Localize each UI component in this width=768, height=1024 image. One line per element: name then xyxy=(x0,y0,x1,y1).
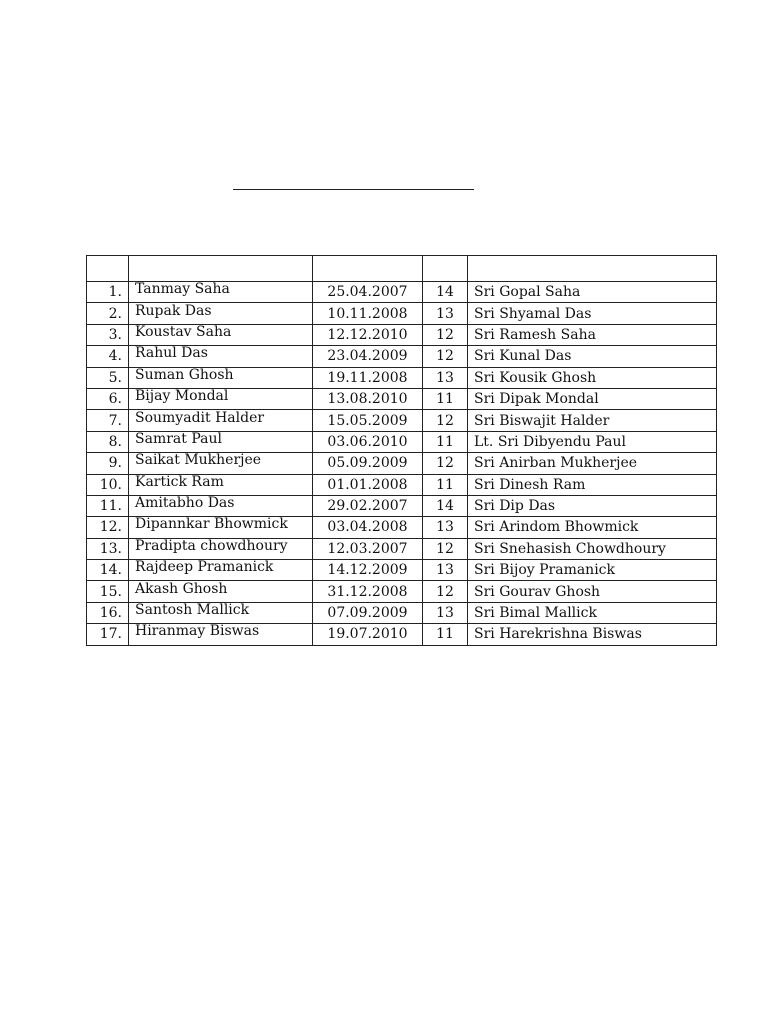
guardian-cell: Sri Gopal Saha xyxy=(468,282,717,303)
name-cell xyxy=(129,431,313,452)
guardian-cell: Sri Bimal Mallick xyxy=(468,602,717,623)
serial-cell: 15. xyxy=(87,581,129,602)
age-cell: 12 xyxy=(423,346,468,367)
guardian-cell: Sri Dip Das xyxy=(468,495,717,516)
age-cell: 12 xyxy=(423,581,468,602)
serial-cell: 16. xyxy=(87,602,129,623)
dob-cell: 07.09.2009 xyxy=(313,602,423,623)
name-text: Akash Ghosh xyxy=(135,580,228,597)
guardian-cell: Sri Kousik Ghosh xyxy=(468,367,717,388)
table-row xyxy=(87,581,717,602)
name-text: Soumyadit Halder xyxy=(135,409,265,426)
table-row xyxy=(87,538,717,559)
dob-cell: 29.02.2007 xyxy=(313,495,423,516)
serial-cell: 8. xyxy=(87,431,129,452)
table-row xyxy=(87,303,717,324)
age-cell: 13 xyxy=(423,517,468,538)
guardian-cell: Lt. Sri Dibyendu Paul xyxy=(468,431,717,452)
name-cell xyxy=(129,602,313,623)
dob-cell: 23.04.2009 xyxy=(313,346,423,367)
serial-cell: 17. xyxy=(87,624,129,645)
header-cell-serial xyxy=(87,256,129,282)
serial-cell: 4. xyxy=(87,346,129,367)
name-text: Saikat Mukherjee xyxy=(135,452,262,469)
dob-cell: 01.01.2008 xyxy=(313,474,423,495)
serial-cell: 11. xyxy=(87,495,129,516)
name-text: Suman Ghosh xyxy=(135,367,234,383)
serial-cell: 3. xyxy=(87,324,129,345)
name-text: Bijay Mondal xyxy=(135,388,229,405)
dob-cell: 05.09.2009 xyxy=(313,453,423,474)
table-row xyxy=(87,602,717,623)
age-cell: 14 xyxy=(423,495,468,516)
serial-cell: 1. xyxy=(87,282,129,303)
name-cell xyxy=(129,367,313,388)
guardian-cell: Sri Harekrishna Biswas xyxy=(468,624,717,645)
name-cell xyxy=(129,388,313,409)
age-cell: 13 xyxy=(423,560,468,581)
table-row xyxy=(87,517,717,538)
age-cell: 13 xyxy=(423,303,468,324)
name-cell xyxy=(129,282,313,303)
dob-cell: 15.05.2009 xyxy=(313,410,423,431)
serial-cell: 13. xyxy=(87,538,129,559)
guardian-cell: Sri Bijoy Pramanick xyxy=(468,560,717,581)
header-cell-name xyxy=(129,256,313,282)
age-cell: 13 xyxy=(423,367,468,388)
table-row xyxy=(87,495,717,516)
name-text: Pradipta chowdhoury xyxy=(135,538,288,554)
name-cell xyxy=(129,581,313,602)
name-text: Koustav Saha xyxy=(135,324,232,340)
serial-cell: 12. xyxy=(87,517,129,538)
age-cell: 12 xyxy=(423,324,468,345)
guardian-cell: Sri Dinesh Ram xyxy=(468,474,717,495)
serial-cell: 5. xyxy=(87,367,129,388)
guardian-cell: Sri Snehasish Chowdhoury xyxy=(468,538,717,559)
header-cell-guardian xyxy=(468,256,717,282)
age-cell: 14 xyxy=(423,282,468,303)
age-cell: 11 xyxy=(423,431,468,452)
name-cell xyxy=(129,624,313,645)
header-cell-dob xyxy=(313,256,423,282)
serial-cell: 2. xyxy=(87,303,129,324)
age-cell: 13 xyxy=(423,602,468,623)
guardian-cell: Sri Ramesh Saha xyxy=(468,324,717,345)
name-text: Tanmay Saha xyxy=(135,281,230,298)
table-row xyxy=(87,388,717,409)
table-row xyxy=(87,282,717,303)
guardian-cell: Sri Kunal Das xyxy=(468,346,717,367)
serial-cell: 10. xyxy=(87,474,129,495)
table-header-row xyxy=(87,256,717,282)
serial-cell: 7. xyxy=(87,410,129,431)
name-text: Hiranmay Biswas xyxy=(135,623,260,640)
name-text: Dipannkar Bhowmick xyxy=(135,516,288,533)
table-row xyxy=(87,324,717,345)
table-row xyxy=(87,410,717,431)
table-row xyxy=(87,453,717,474)
dob-cell: 12.12.2010 xyxy=(313,324,423,345)
name-cell xyxy=(129,410,313,431)
dob-cell: 03.04.2008 xyxy=(313,517,423,538)
name-cell xyxy=(129,346,313,367)
name-cell xyxy=(129,495,313,516)
dob-cell: 14.12.2009 xyxy=(313,560,423,581)
dob-cell: 19.11.2008 xyxy=(313,367,423,388)
name-cell xyxy=(129,453,313,474)
guardian-cell: Sri Shyamal Das xyxy=(468,303,717,324)
dob-cell: 10.11.2008 xyxy=(313,303,423,324)
guardian-cell: Sri Anirban Mukherjee xyxy=(468,453,717,474)
name-text: Amitabho Das xyxy=(135,495,235,512)
serial-cell: 9. xyxy=(87,453,129,474)
dob-cell: 13.08.2010 xyxy=(313,388,423,409)
table-row xyxy=(87,346,717,367)
dob-cell: 12.03.2007 xyxy=(313,538,423,559)
age-cell: 12 xyxy=(423,410,468,431)
guardian-cell: Sri Biswajit Halder xyxy=(468,410,717,431)
name-cell xyxy=(129,324,313,345)
table-row xyxy=(87,560,717,581)
player-roster-table xyxy=(86,255,717,646)
name-cell xyxy=(129,303,313,324)
name-cell xyxy=(129,560,313,581)
guardian-cell: Sri Dipak Mondal xyxy=(468,388,717,409)
dob-cell: 31.12.2008 xyxy=(313,581,423,602)
age-cell: 12 xyxy=(423,453,468,474)
table-row xyxy=(87,624,717,645)
dob-cell: 25.04.2007 xyxy=(313,282,423,303)
age-cell: 11 xyxy=(423,624,468,645)
name-cell xyxy=(129,517,313,538)
name-cell xyxy=(129,474,313,495)
name-text: Rajdeep Pramanick xyxy=(135,559,274,576)
dob-cell: 19.07.2010 xyxy=(313,624,423,645)
age-cell: 12 xyxy=(423,538,468,559)
guardian-cell: Sri Arindom Bhowmick xyxy=(468,517,717,538)
table-row xyxy=(87,474,717,495)
serial-cell: 14. xyxy=(87,560,129,581)
dob-cell: 03.06.2010 xyxy=(313,431,423,452)
age-cell: 11 xyxy=(423,474,468,495)
age-cell: 11 xyxy=(423,388,468,409)
name-text: Samrat Paul xyxy=(135,431,222,447)
table-row xyxy=(87,367,717,388)
name-text: Rupak Das xyxy=(135,302,212,319)
name-text: Rahul Das xyxy=(135,345,208,362)
name-cell xyxy=(129,538,313,559)
header-cell-age xyxy=(423,256,468,282)
table-row xyxy=(87,431,717,452)
name-text: Santosh Mallick xyxy=(135,602,250,619)
guardian-cell: Sri Gourav Ghosh xyxy=(468,581,717,602)
serial-cell: 6. xyxy=(87,388,129,409)
name-text: Kartick Ram xyxy=(135,474,224,490)
title-underline xyxy=(233,189,474,190)
